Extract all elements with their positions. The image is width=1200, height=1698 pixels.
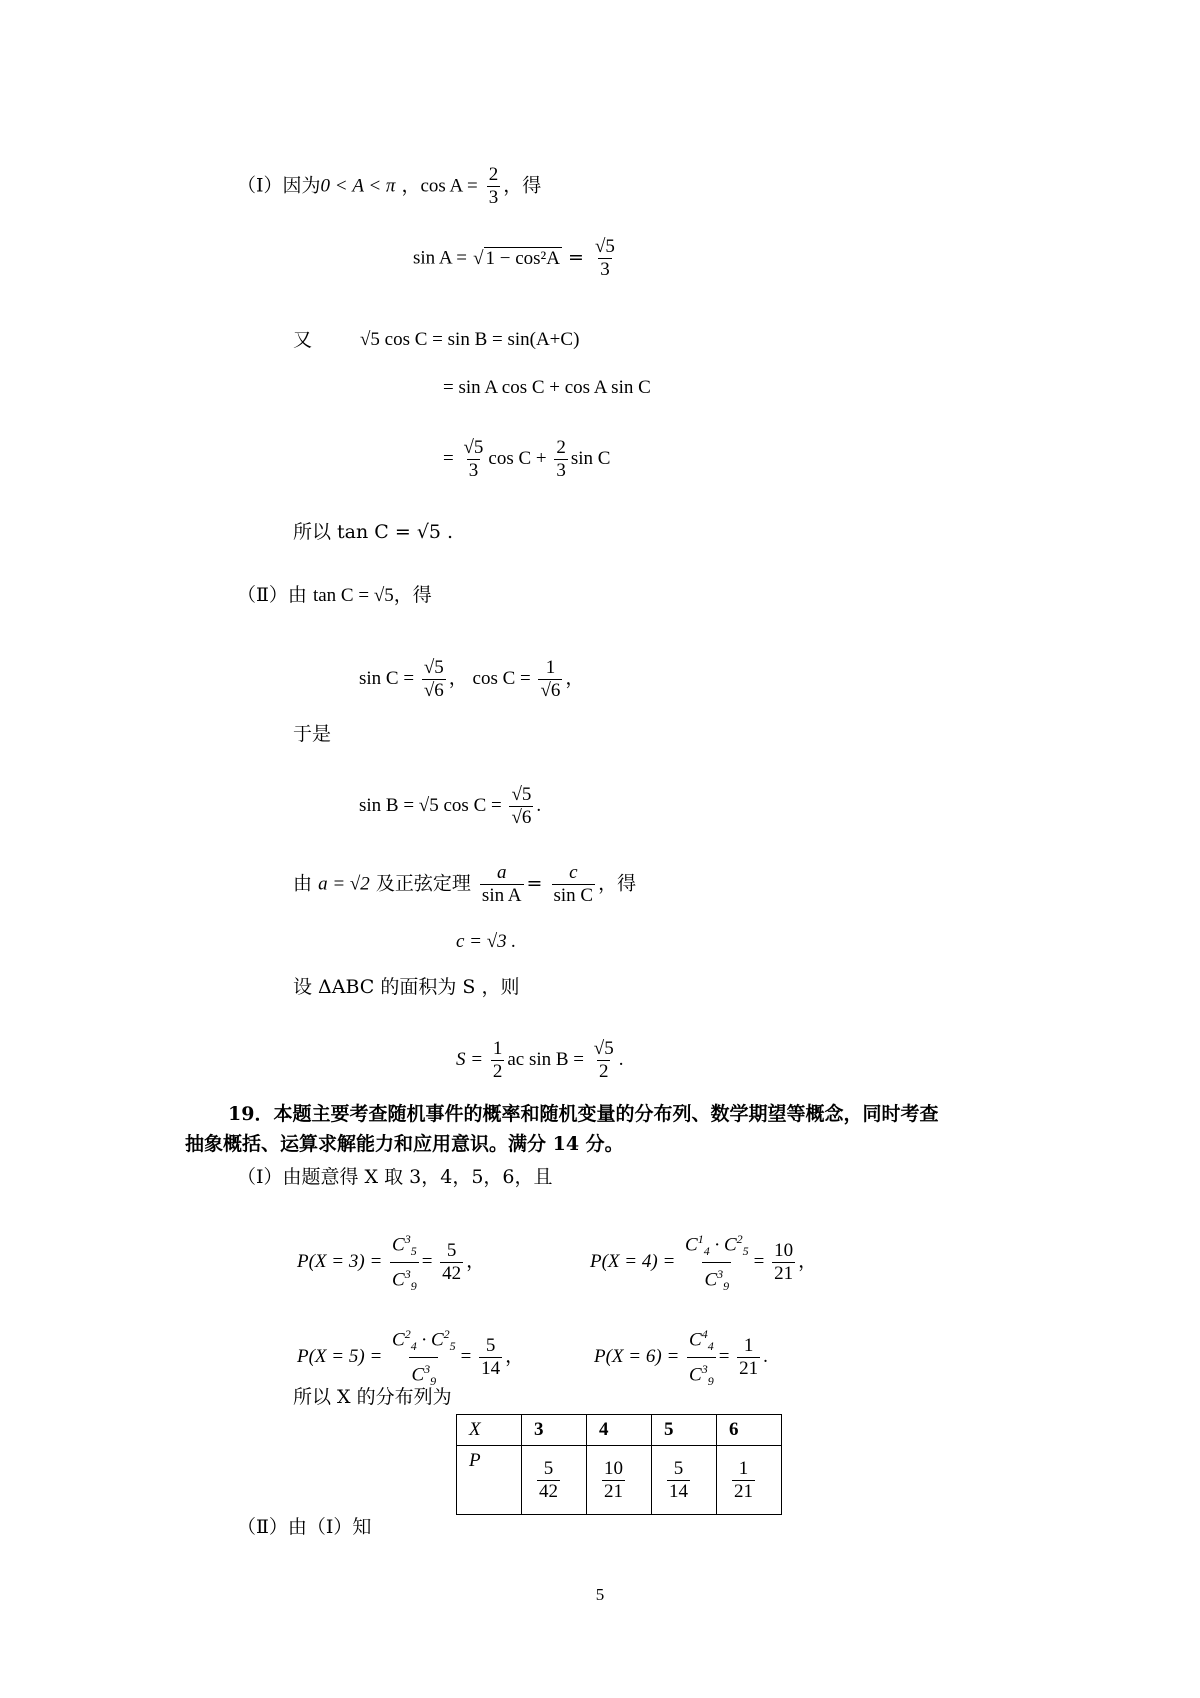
- table-header-row: [457, 1415, 782, 1446]
- cos-c-equation-line2: = sin A cos C + cos A sin C: [443, 377, 651, 398]
- yushi-label: 于是: [293, 723, 332, 745]
- angle-condition: 0 < A < π: [320, 175, 396, 197]
- part1-header: （Ⅰ）因为: [237, 174, 321, 197]
- table-cell: 4: [587, 1415, 652, 1446]
- cos-c-equation-line3: = $\frac{√5}{3}$ cos C + $\frac{2}{3}$ sin C: [443, 437, 611, 481]
- table-cell: X: [457, 1415, 522, 1446]
- dist-intro: 所以 X 的分布列为: [293, 1386, 452, 1408]
- table-cell: 3: [522, 1415, 587, 1446]
- table-cell: 5: [652, 1415, 717, 1446]
- sin-a-fraction: $\frac{√5}{3}$: [594, 236, 615, 280]
- cos-a-label: cos A =: [420, 175, 478, 197]
- distribution-table: [456, 1414, 782, 1515]
- law-of-sines-line: 由 a = √2 及正弦定理 $\frac{a}{\text{sin A}}$ = $\frac{c}{\text{sin C}}$ ，得: [293, 862, 637, 906]
- page-number: 5: [595, 1585, 605, 1604]
- q19-intro-line2: 抽象概括、运算求解能力和应用意识。满分 14 分。: [185, 1133, 624, 1155]
- sin-b-equation: sin B = √5 cos C = $\frac{√5}{√6}$ .: [359, 784, 542, 828]
- table-cell: $\frac{5}{42}$: [522, 1446, 587, 1515]
- tan-c-conclusion: 所以 tan C = √5 .: [293, 521, 454, 543]
- you-label: 又: [293, 329, 313, 351]
- part1-line-cos: （Ⅰ）因为0 < A < π ，cos A = $\frac{2}{3}$ ，得: [237, 164, 542, 208]
- c-value: c = √3 .: [456, 931, 517, 952]
- cos-c-equation-line1: √5 cos C = sin B = sin(A+C): [360, 329, 580, 350]
- sin-a-equation: sin A = √ 1 − cos²A = $\frac{√5}{3}$: [413, 236, 615, 280]
- table-cell: $\frac{1}{21}$: [717, 1446, 782, 1515]
- sin-cos-c-equations: sin C = $\frac{√5}{√6}$ ， cos C = $\frac{1}{√6}$ ，: [359, 657, 585, 701]
- prob-x6: P(X = 6) = $\frac{C^4_4}{C^3_9}$ = $\frac{1}{21}$ .: [594, 1323, 768, 1392]
- table-row: [457, 1446, 782, 1515]
- part2-header: （Ⅱ）由: [237, 584, 307, 606]
- table-cell: 6: [717, 1415, 782, 1446]
- table-cell: $\frac{5}{14}$: [652, 1446, 717, 1515]
- table-cell: P: [457, 1446, 522, 1515]
- area-intro: 设 ΔABC 的面积为 S ，则: [293, 976, 520, 998]
- prob-x5: P(X = 5) = $\frac{C^2_4 \cdot C^2_5}{C^3_9}$ = $\frac{5}{14}$ ，: [297, 1323, 524, 1392]
- prob-x3: P(X = 3) = $\frac{C^3_5}{C^3_9}$ = $\frac{5}{42}$ ，: [297, 1228, 485, 1297]
- q19-intro-line1: 19．本题主要考查随机事件的概率和随机变量的分布列、数学期望等概念，同时考查: [228, 1103, 939, 1125]
- table-cell: $\frac{10}{21}$: [587, 1446, 652, 1515]
- sqrt-expression: √ 1 − cos²A: [473, 247, 560, 269]
- q19-part1: （Ⅰ）由题意得 X 取 3，4，5，6，且: [237, 1166, 553, 1188]
- cos-a-fraction: $\frac{2}{3}$: [488, 164, 499, 208]
- area-equation: S = $\frac{1}{2}$ ac sin B = $\frac{√5}{2}$ .: [456, 1038, 624, 1082]
- q19-part2: （Ⅱ）由（Ⅰ）知: [237, 1516, 372, 1538]
- prob-x4: P(X = 4) = $\frac{C^1_4 \cdot C^2_5}{C^3_9}$ = $\frac{10}{21}$ ，: [590, 1228, 817, 1297]
- part2-line-tan: （Ⅱ）由 tan C = √5，得: [237, 584, 432, 606]
